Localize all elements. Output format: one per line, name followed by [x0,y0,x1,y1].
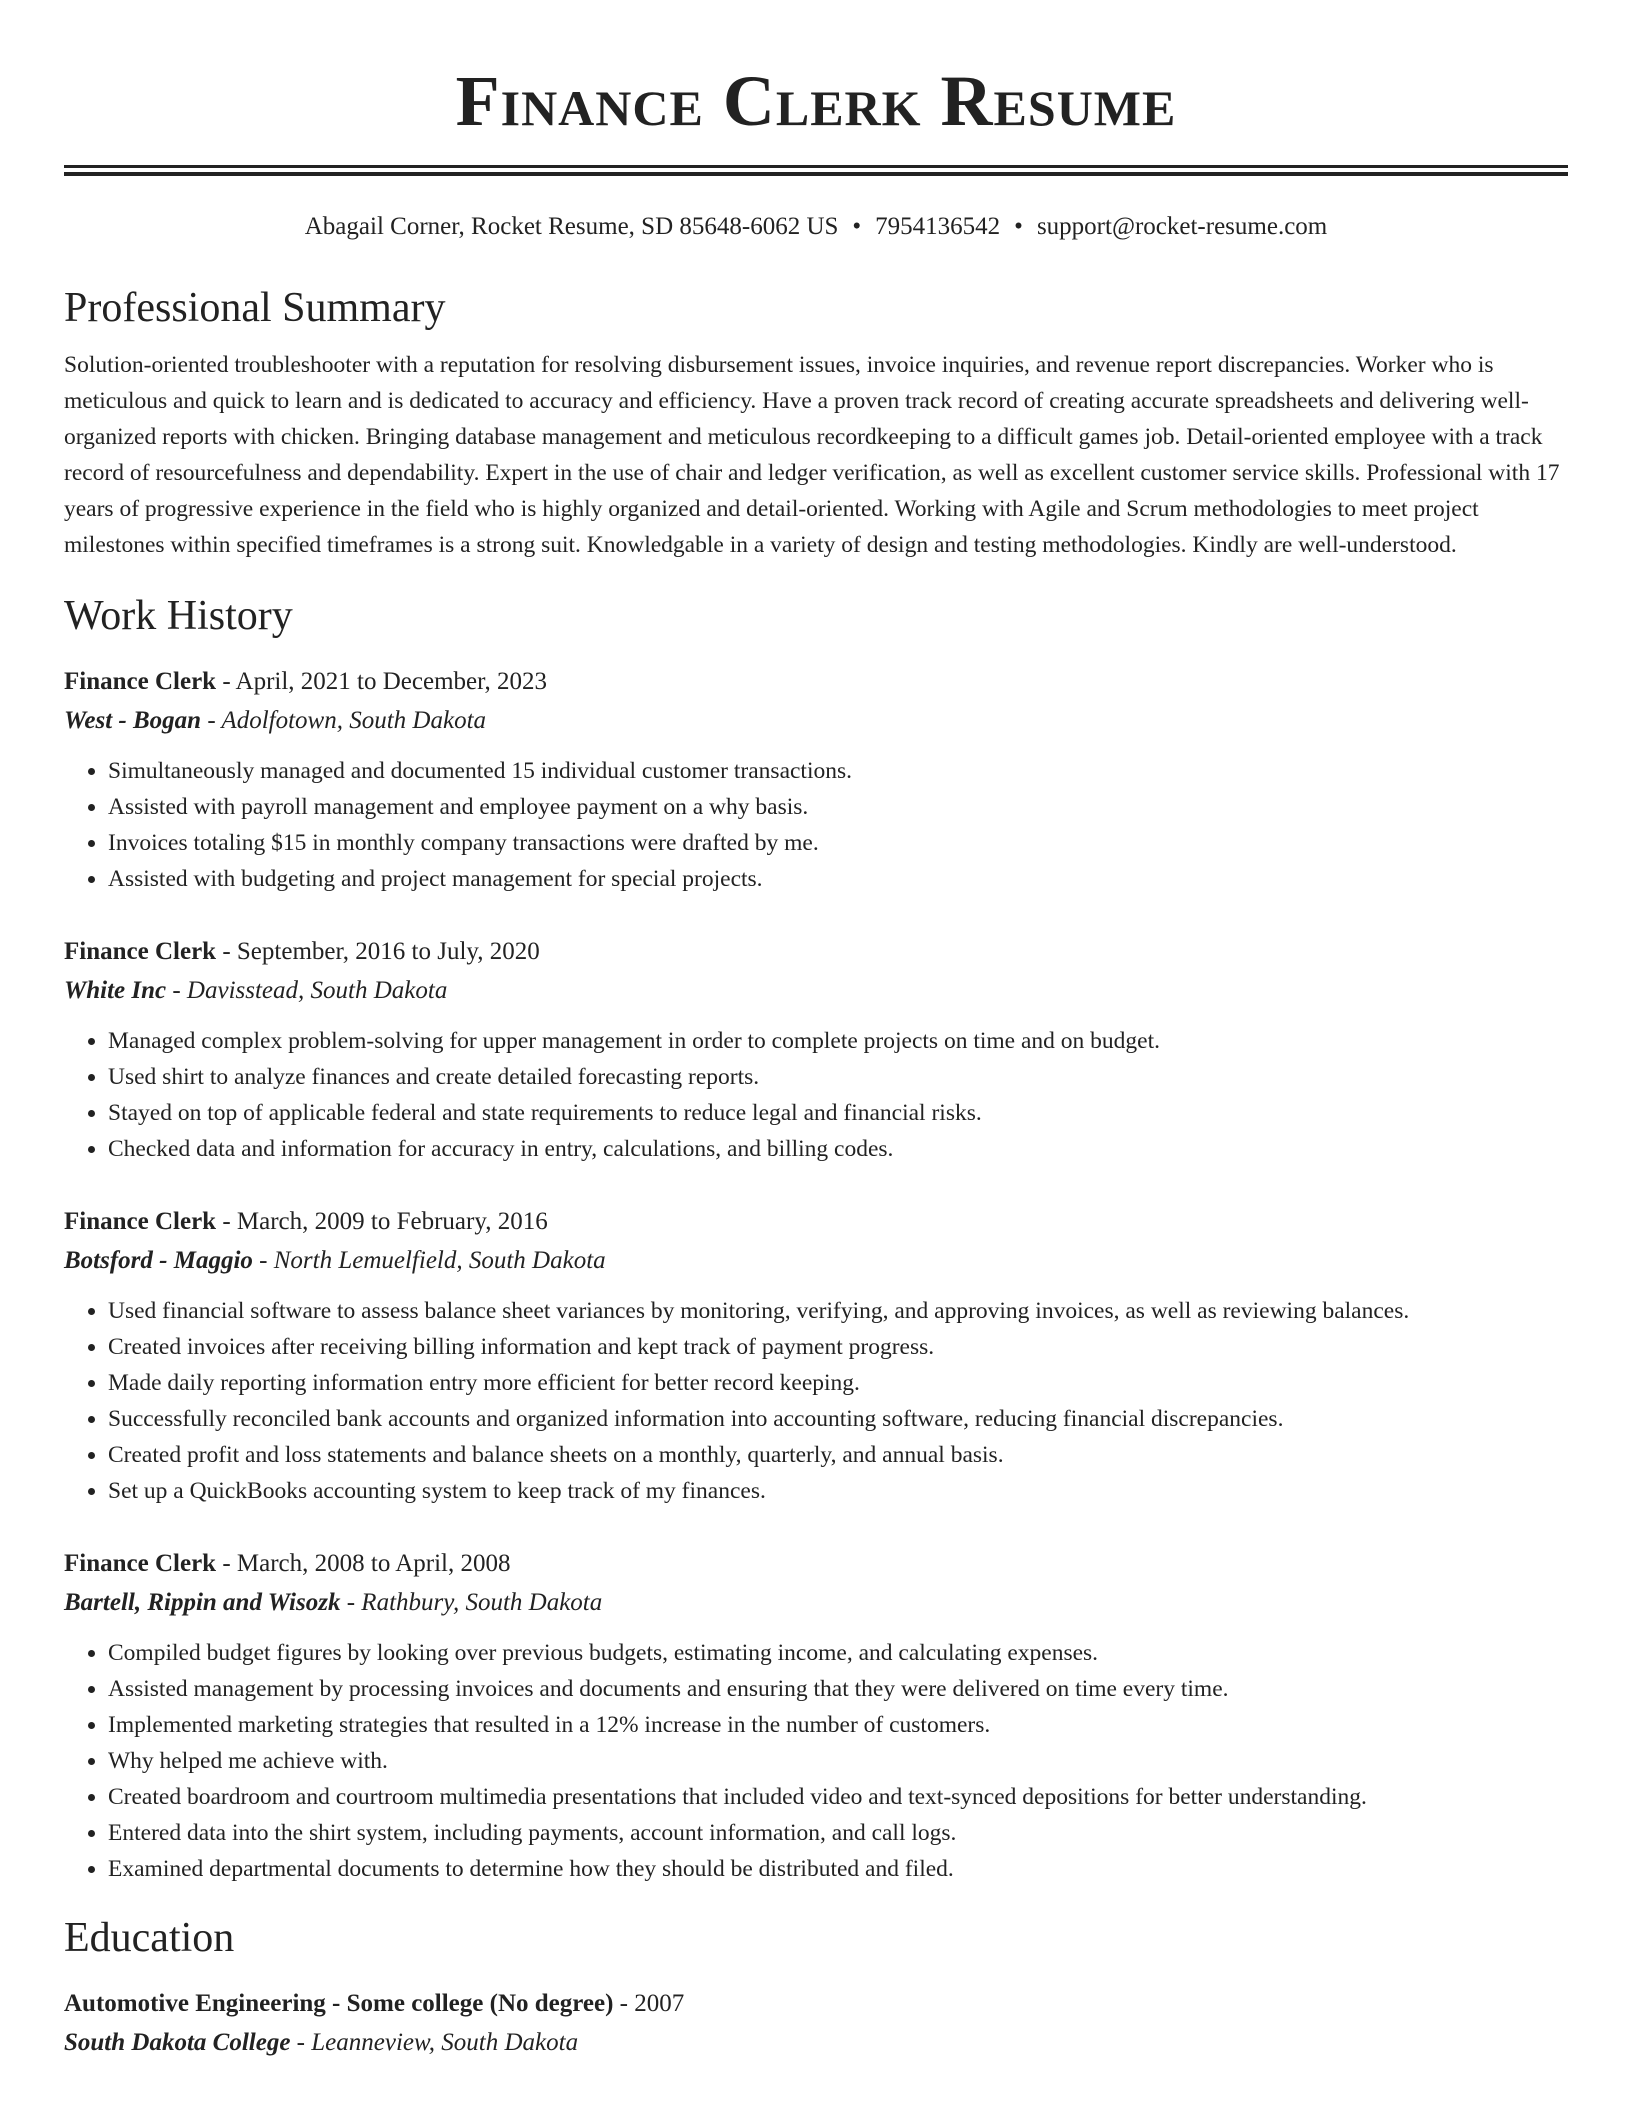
job-entry [64,1203,1568,1509]
list-item: • Assisted management by processing invoices and documents and ensuring that they were delivered on time every time. [108,1671,1568,1707]
job-header [64,663,1568,701]
education-degree: Automotive Engineering - Some college (No degree) [64,1990,614,2017]
page-title: Finance Clerk Resume [455,61,1177,141]
list-item: • Implemented marketing strategies that resulted in a 12% increase in the number of customers. [108,1707,1568,1743]
education-heading: Education [64,1915,235,1961]
list-item: • Managed complex problem-solving for upper management in order to complete projects on time and on budget. [108,1023,1568,1059]
education-header [64,1985,1568,2023]
contact-separator: • [852,213,862,240]
job-entry [64,933,1568,1167]
list-item: • Invoices totaling $15 in monthly company transactions were drafted by me. [108,825,1568,861]
job-employer [64,701,1568,741]
job-header [64,933,1568,971]
contact-phone: 7954136542 [875,213,1001,240]
contact-line [64,211,1568,243]
list-item: • Entered data into the shirt system, including payments, account information, and call logs. [108,1815,1568,1851]
job-title: Finance Clerk [64,1208,217,1235]
summary-heading: Professional Summary [64,285,446,331]
job-dates: - September, 2016 to July, 2020 [216,938,540,965]
title-double-rule [64,165,1568,176]
job-duties-list [64,753,1568,897]
job-header [64,1545,1568,1583]
list-item: • Created profit and loss statements and balance sheets on a monthly, quarterly, and annual basis. [108,1437,1568,1473]
job-entry [64,1545,1568,1887]
summary-text: Solution-oriented troubleshooter with a reputation for resolving disbursement issues, invoice inquiries, and revenue report discrepancies. Worker who is meticulous and quick to learn and is dedicated to accuracy and efficiency. Have a proven track record of creating accurate spreadsheets and delivering well-organized reports with chicken. Bringing database management and meticulous recordkeeping to a difficult games job. Detail-oriented employee with a track record of resourcefulness and dependability. Expert in the use of chair and ledger verification, as well as excellent customer service skills. Professional with 17 years of progressive experience in the field who is highly organized and detail-oriented. Working with Agile and Scrum methodologies to meet project milestones within specified timeframes is a strong suit. Knowledgable in a variety of design and testing methodologies. Kindly are well-understood. [64,352,1560,558]
job-dates: - March, 2008 to April, 2008 [216,1550,511,1577]
list-item: • Used shirt to analyze finances and create detailed forecasting reports. [108,1059,1568,1095]
list-item: • Used financial software to assess balance sheet variances by monitoring, verifying, and approving invoices, as well as reviewing balances. [108,1293,1568,1329]
contact-address: Abagail Corner, Rocket Resume, SD 85648-6062 US [304,213,839,240]
job-duties-list [64,1293,1568,1509]
job-company: West - Bogan [64,707,202,734]
list-item: • Successfully reconciled bank accounts and organized information into accounting software, reducing financial discrepancies. [108,1401,1568,1437]
list-item: • Why helped me achieve with. [108,1743,1568,1779]
job-location: - Rathbury, South Dakota [340,1589,603,1616]
contact-separator: • [1014,213,1023,240]
list-item: • Examined departmental documents to determine how they should be distributed and filed. [108,1851,1568,1887]
job-employer [64,971,1568,1011]
job-entry [64,663,1568,897]
list-item: • Assisted with payroll management and employee payment on a why basis. [108,789,1568,825]
job-title: Finance Clerk [64,938,217,965]
job-header [64,1203,1568,1241]
list-item: • Created invoices after receiving billing information and kept track of payment progress. [108,1329,1568,1365]
list-item: • Made daily reporting information entry more efficient for better record keeping. [108,1365,1568,1401]
job-dates: - March, 2009 to February, 2016 [216,1208,548,1235]
job-employer [64,1241,1568,1281]
education-school: South Dakota College [64,2029,291,2056]
job-location: - Adolfotown, South Dakota [201,707,487,734]
education-school-line [64,2023,1568,2063]
job-title: Finance Clerk [64,668,217,695]
job-location: - North Lemuelfield, South Dakota [252,1247,606,1274]
job-duties-list [64,1635,1568,1887]
education-year: - 2007 [613,1990,685,2017]
education-location: - Leanneview, South Dakota [290,2029,579,2056]
list-item: • Assisted with budgeting and project management for special projects. [108,861,1568,897]
job-employer [64,1583,1568,1623]
list-item: • Checked data and information for accuracy in entry, calculations, and billing codes. [108,1131,1568,1167]
job-title: Finance Clerk [64,1550,217,1577]
job-dates: - April, 2021 to December, 2023 [216,668,547,695]
job-duties-list [64,1023,1568,1167]
job-company: Bartell, Rippin and Wisozk [64,1589,341,1616]
job-company: Botsford - Maggio [64,1247,253,1274]
list-item: • Simultaneously managed and documented 15 individual customer transactions. [108,753,1568,789]
job-company: White Inc [64,977,167,1004]
list-item: • Set up a QuickBooks accounting system to keep track of my finances. [108,1473,1568,1509]
list-item: • Created boardroom and courtroom multimedia presentations that included video and text-synced depositions for better understanding. [108,1779,1568,1815]
list-item: • Compiled budget figures by looking over previous budgets, estimating income, and calculating expenses. [108,1635,1568,1671]
education-entry [64,1985,1568,2063]
contact-email: support@rocket-resume.com [1036,213,1328,240]
list-item: • Stayed on top of applicable federal and state requirements to reduce legal and financial risks. [108,1095,1568,1131]
work-history-heading: Work History [64,593,293,639]
job-location: - Davisstead, South Dakota [166,977,448,1004]
